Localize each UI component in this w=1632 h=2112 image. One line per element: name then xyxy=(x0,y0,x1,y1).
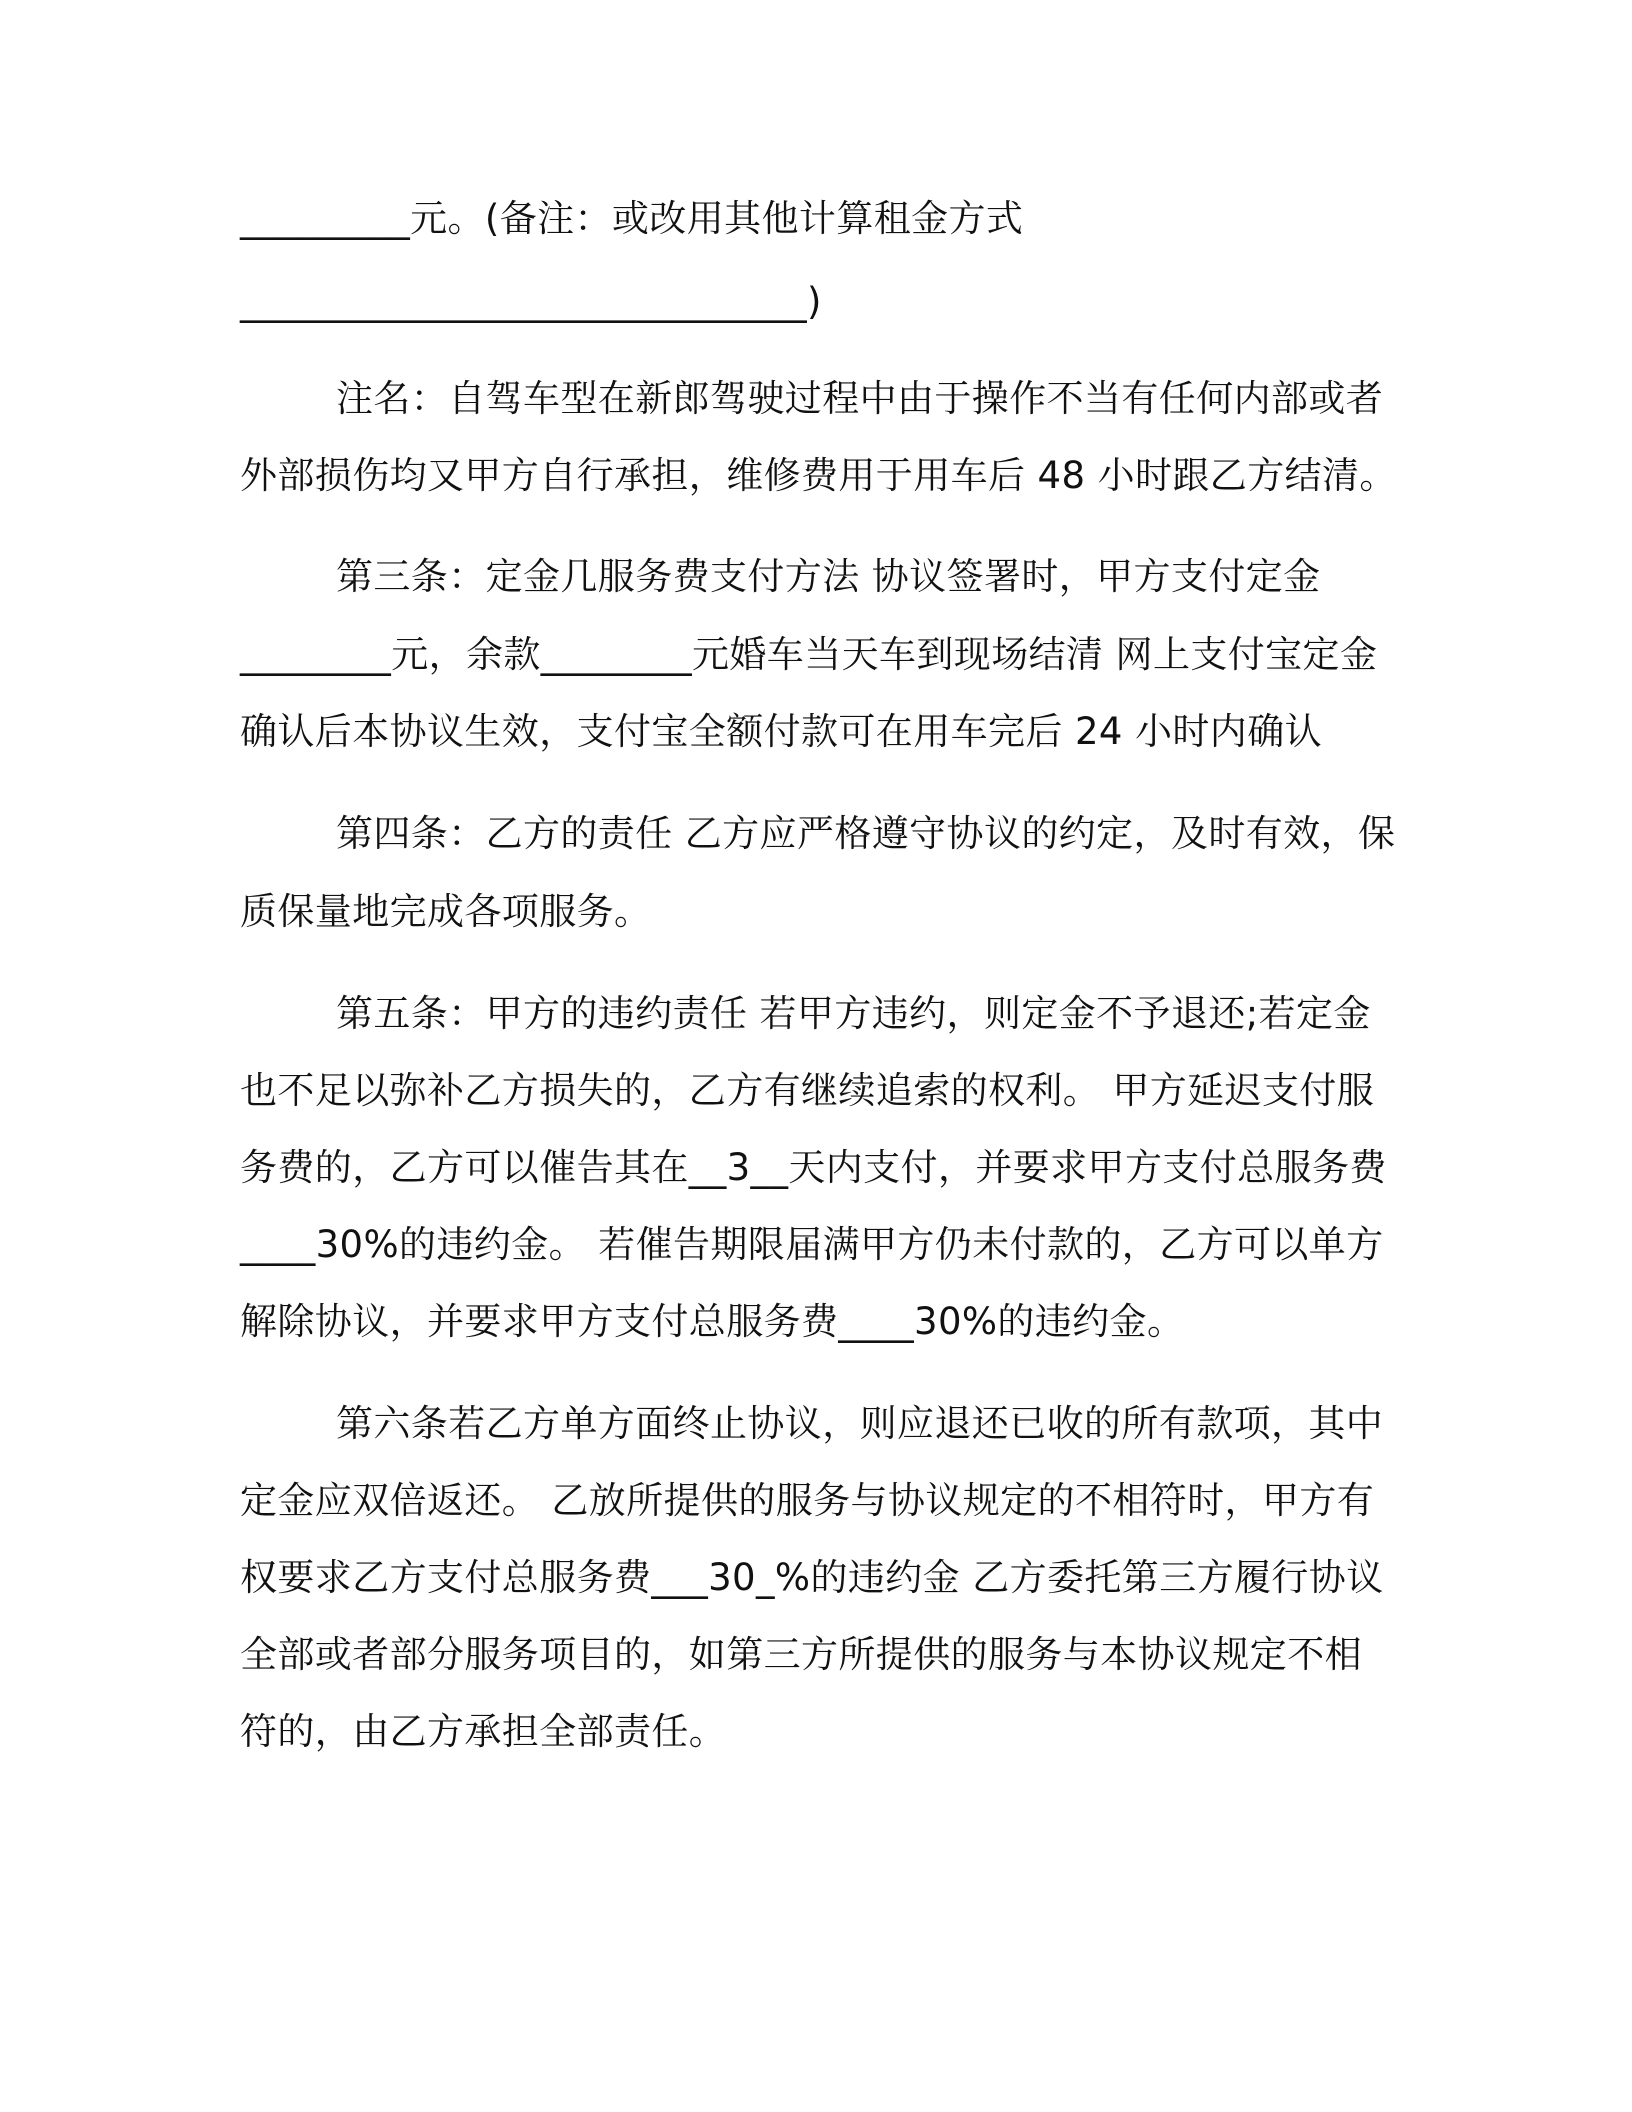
article-5-line-1: 第五条：甲方的违约责任 若甲方违约，则定金不予退还;若定金 xyxy=(336,992,1371,1035)
article-5-line-3: 务费的，乙方可以催告其在__3__天内支付，并要求甲方支付总服务费 xyxy=(240,1146,1387,1189)
article-6-line-2: 定金应双倍返还。 乙放所提供的服务与协议规定的不相符时，甲方有 xyxy=(240,1479,1375,1522)
article-6-line-4: 全部或者部分服务项目的，如第三方所提供的服务与本协议规定不相 xyxy=(240,1633,1362,1676)
article-3-line-3: 确认后本协议生效，支付宝全额付款可在用车完后 24 小时内确认 xyxy=(240,710,1323,753)
article-6-line-3: 权要求乙方支付总服务费___30_%的违约金 乙方委托第三方履行协议 xyxy=(240,1556,1384,1599)
article-5-line-5: 解除协议，并要求甲方支付总服务费____30%的违约金。 xyxy=(240,1300,1185,1343)
article-6-line-5: 符的，由乙方承担全部责任。 xyxy=(240,1710,727,1753)
note-paragraph-line-2: 外部损伤均又甲方自行承担，维修费用于用车后 48 小时跟乙方结清。 xyxy=(240,454,1397,497)
article-5-line-2: 也不足以弥补乙方损失的，乙方有继续追索的权利。 甲方延迟支付服 xyxy=(240,1069,1375,1112)
article-3-line-1: 第三条：定金几服务费支付方法 协议签署时，甲方支付定金 xyxy=(336,555,1321,598)
article-4-line-2: 质保量地完成各项服务。 xyxy=(240,890,652,933)
rent-amount-line: _________元。(备注：或改用其他计算租金方式 xyxy=(240,197,1024,240)
article-3-line-2: ________元，余款________元婚车当天车到现场结清 网上支付宝定金 xyxy=(240,633,1378,676)
article-5-line-4: ____30%的违约金。 若催告期限届满甲方仍未付款的，乙方可以单方 xyxy=(240,1223,1384,1266)
article-4-line-1: 第四条：乙方的责任 乙方应严格遵守协议的约定，及时有效，保 xyxy=(336,812,1396,855)
article-6-line-1: 第六条若乙方单方面终止协议，则应退还已收的所有款项，其中 xyxy=(336,1402,1384,1445)
rent-method-blank-line: ______________________________) xyxy=(240,280,822,323)
note-paragraph-line-1: 注名：自驾车型在新郎驾驶过程中由于操作不当有任何内部或者 xyxy=(336,377,1384,420)
